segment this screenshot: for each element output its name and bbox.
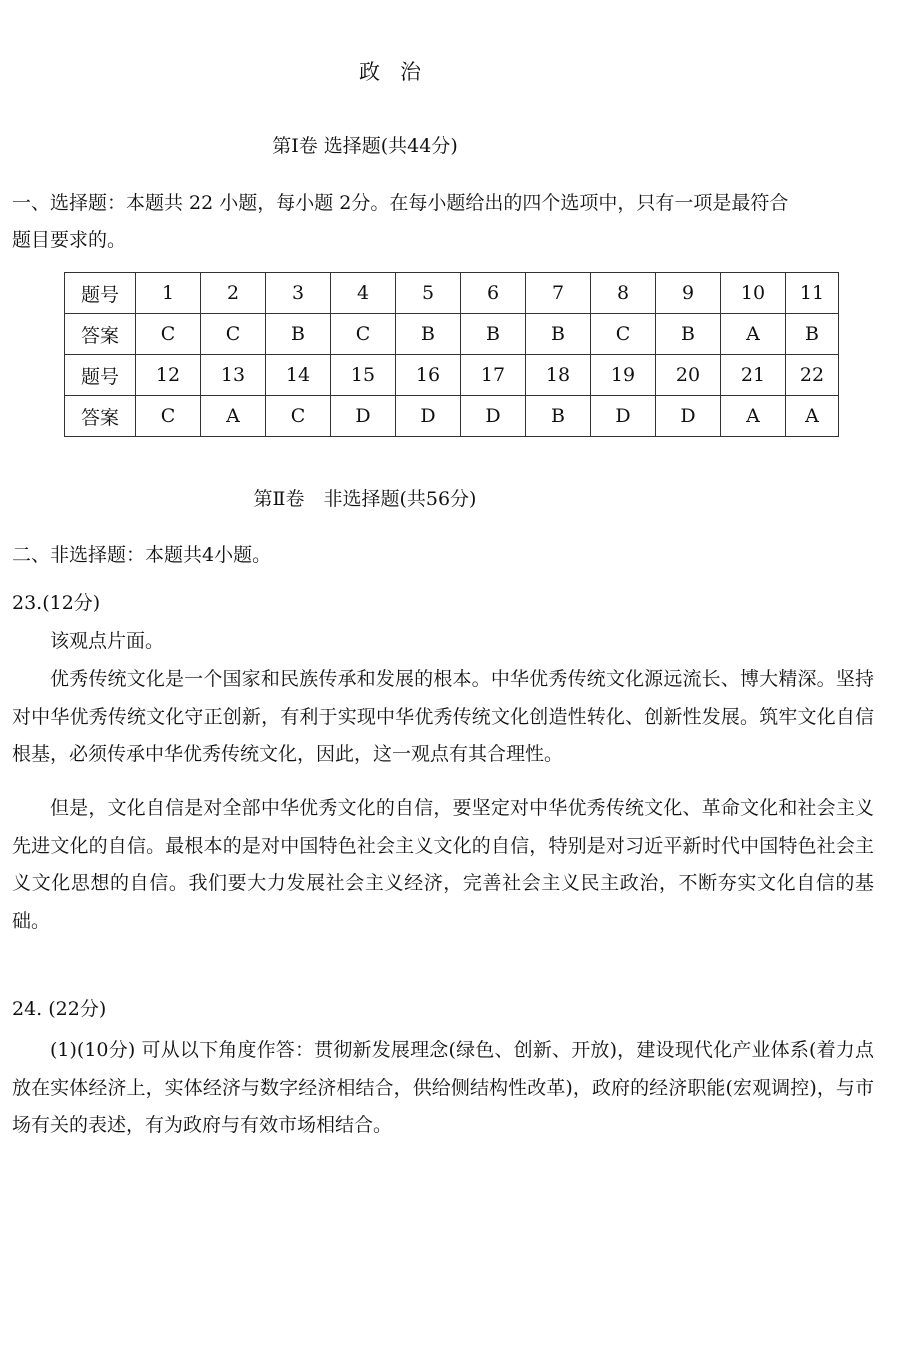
question-number: 8 (591, 273, 656, 314)
row-label-question: 题号 (65, 355, 136, 396)
question-number: 17 (461, 355, 526, 396)
answer-cell: B (266, 314, 331, 355)
question-number: 9 (656, 273, 721, 314)
answer-cell: B (786, 314, 839, 355)
answer-cell: D (331, 396, 396, 437)
question-number: 1 (136, 273, 201, 314)
question-number: 16 (396, 355, 461, 396)
answer-cell: C (136, 314, 201, 355)
question-number: 18 (526, 355, 591, 396)
part1-heading: 第Ⅰ卷 选择题(共44分) (272, 135, 458, 157)
part2-instruction: 二、非选择题：本题共4小题。 (12, 544, 272, 566)
question-number: 11 (786, 273, 839, 314)
question-number: 3 (266, 273, 331, 314)
q23-paragraph-3: 但是，文化自信是对全部中华优秀文化的自信，要坚定对中华优秀传统文化、革命文化和社会主义先进文化的自信。最根本的是对中国特色社会主义文化的自信，特别是对习近平新时代中国特色社会主义文化思想的自信。我们要大力发展社会主义经济，完善社会主义民主政治，不断夯实文化自信的基础。 (12, 797, 874, 932)
answer-cell: D (396, 396, 461, 437)
answer-cell: B (526, 314, 591, 355)
row-label-answer: 答案 (65, 314, 136, 355)
answer-cell: D (656, 396, 721, 437)
question-number: 10 (721, 273, 786, 314)
answer-cell: B (396, 314, 461, 355)
row-label-question: 题号 (65, 273, 136, 314)
question-number: 13 (201, 355, 266, 396)
q24-paragraph-1: (1)(10分) 可从以下角度作答：贯彻新发展理念(绿色、创新、开放)，建设现代化产业体系(着力点放在实体经济上，实体经济与数字经济相结合，供给侧结构性改革)，政府的经济职能(宏观调控)，与市场有关的表述，有为政府与有效市场相结合。 (12, 1039, 874, 1136)
answer-cell: C (266, 396, 331, 437)
question-number: 19 (591, 355, 656, 396)
question-number: 7 (526, 273, 591, 314)
question-number: 6 (461, 273, 526, 314)
question-number: 2 (201, 273, 266, 314)
answer-cell: B (656, 314, 721, 355)
question-number: 22 (786, 355, 839, 396)
answer-cell: B (461, 314, 526, 355)
answer-cell: C (591, 314, 656, 355)
answer-cell: C (136, 396, 201, 437)
page-title: 政治 (359, 60, 441, 84)
question-number: 21 (721, 355, 786, 396)
question-number: 12 (136, 355, 201, 396)
q23-label: 23.(12分) (12, 592, 101, 614)
answer-cell: A (721, 396, 786, 437)
answer-cell: A (201, 396, 266, 437)
answer-cell: C (331, 314, 396, 355)
table-row-answers-1 (65, 314, 839, 355)
question-number: 5 (396, 273, 461, 314)
question-number: 15 (331, 355, 396, 396)
q23-paragraph-2: 优秀传统文化是一个国家和民族传承和发展的根本。中华优秀传统文化源远流长、博大精深。坚持对中华优秀传统文化守正创新，有利于实现中华优秀传统文化创造性转化、创新性发展。筑牢文化自信根基，必须传承中华优秀传统文化，因此，这一观点有其合理性。 (12, 668, 874, 765)
question-number: 14 (266, 355, 331, 396)
table-row-answers-2 (65, 396, 839, 437)
part1-instruction-line2: 题目要求的。 (12, 229, 127, 251)
answer-cell: A (721, 314, 786, 355)
answer-cell: C (201, 314, 266, 355)
answer-cell: A (786, 396, 839, 437)
table-row-question-numbers-1 (65, 273, 839, 314)
answer-cell: D (461, 396, 526, 437)
question-number: 20 (656, 355, 721, 396)
question-number: 4 (331, 273, 396, 314)
part2-heading: 第Ⅱ卷 非选择题(共56分) (253, 488, 477, 510)
row-label-answer: 答案 (65, 396, 136, 437)
part1-instruction-line1: 一、选择题：本题共 22 小题，每小题 2分。在每小题给出的四个选项中，只有一项是最符合 (12, 192, 789, 214)
q24-label: 24. (22分) (12, 998, 107, 1020)
answer-cell: D (591, 396, 656, 437)
q23-paragraph-1: 该观点片面。 (50, 630, 165, 652)
answer-cell: B (526, 396, 591, 437)
table-row-question-numbers-2 (65, 355, 839, 396)
answer-table (64, 272, 839, 437)
